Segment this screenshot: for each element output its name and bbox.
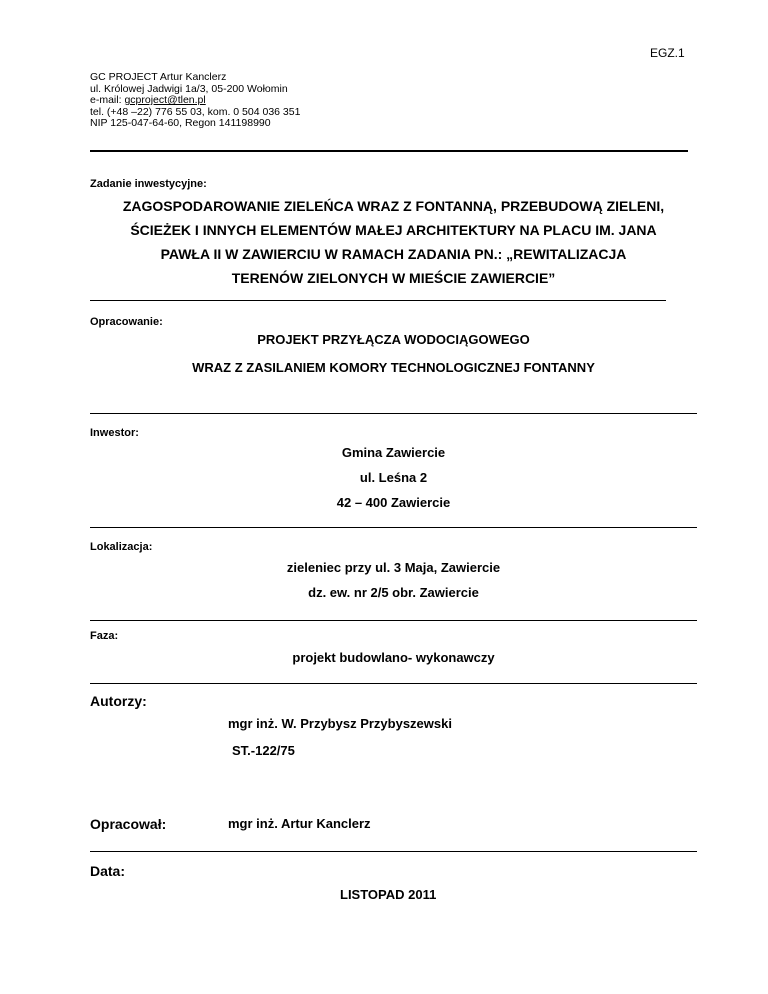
opracowal-label: Opracował: [90, 816, 167, 832]
zadanie-line-2: ŚCIEŻEK I INNYCH ELEMENTÓW MAŁEJ ARCHITEKTURY NA PLACU IM. JANA [130, 222, 657, 238]
company-email-link[interactable]: gcproject@tlen.pl [124, 94, 206, 106]
inwestor-street: ul. Leśna 2 [359, 470, 428, 485]
autor-license-number: ST.-122/75 [232, 743, 295, 758]
opracowanie-divider [90, 413, 697, 414]
zadanie-divider [90, 300, 666, 301]
inwestor-name: Gmina Zawiercie [341, 445, 446, 460]
inwestor-city: 42 – 400 Zawiercie [336, 495, 451, 510]
company-name: GC PROJECT Artur Kanclerz [90, 71, 227, 83]
zadanie-title [90, 194, 697, 290]
company-email-line [90, 95, 300, 107]
company-info [90, 72, 300, 130]
faza-divider [90, 683, 697, 684]
company-tax-id: NIP 125-047-64-60, Regon 141198990 [90, 117, 271, 129]
inwestor-divider [90, 527, 697, 528]
autorzy-label: Autorzy: [90, 693, 147, 709]
data-label: Data: [90, 863, 126, 879]
opracowal-divider [90, 851, 697, 852]
company-email-prefix: e-mail: [90, 94, 125, 106]
lokalizacja-address: zieleniec przy ul. 3 Maja, Zawiercie [286, 560, 501, 575]
autor-name: mgr inż. W. Przybysz Przybyszewski [228, 716, 452, 731]
company-phone: tel. (+48 –22) 776 55 03, kom. 0 504 036 351 [90, 105, 301, 118]
opracowanie-line-1: PROJEKT PRZYŁĄCZA WODOCIĄGOWEGO [257, 332, 530, 347]
data-value: LISTOPAD 2011 [340, 887, 437, 902]
faza-value: projekt budowlano- wykonawczy [292, 650, 495, 665]
lokalizacja-divider [90, 620, 697, 621]
inwestor-label: Inwestor: [90, 427, 139, 439]
company-address: ul. Królowej Jadwigi 1a/3, 05-200 Wołomin [90, 82, 288, 95]
zadanie-label: Zadanie inwestycyjne: [90, 178, 207, 190]
header-divider [90, 150, 688, 152]
opracowal-name: mgr inż. Artur Kanclerz [228, 816, 371, 831]
zadanie-line-3: PAWŁA II W ZAWIERCIU W RAMACH ZADANIA PN.: „REWITALIZACJA [160, 246, 627, 262]
zadanie-line-1: ZAGOSPODAROWANIE ZIELEŃCA WRAZ Z FONTANNĄ, PRZEBUDOWĄ ZIELENI, [122, 198, 665, 214]
zadanie-line-4: TERENÓW ZIELONYCH W MIEŚCIE ZAWIERCIE” [231, 270, 556, 286]
opracowanie-label: Opracowanie: [90, 316, 163, 328]
document-copy-number: EGZ.1 [650, 46, 685, 60]
faza-label: Faza: [90, 630, 119, 642]
lokalizacja-label: Lokalizacja: [90, 541, 153, 553]
lokalizacja-parcel: dz. ew. nr 2/5 obr. Zawiercie [308, 585, 479, 600]
opracowanie-line-2: WRAZ Z ZASILANIEM KOMORY TECHNOLOGICZNEJ FONTANNY [192, 360, 595, 375]
